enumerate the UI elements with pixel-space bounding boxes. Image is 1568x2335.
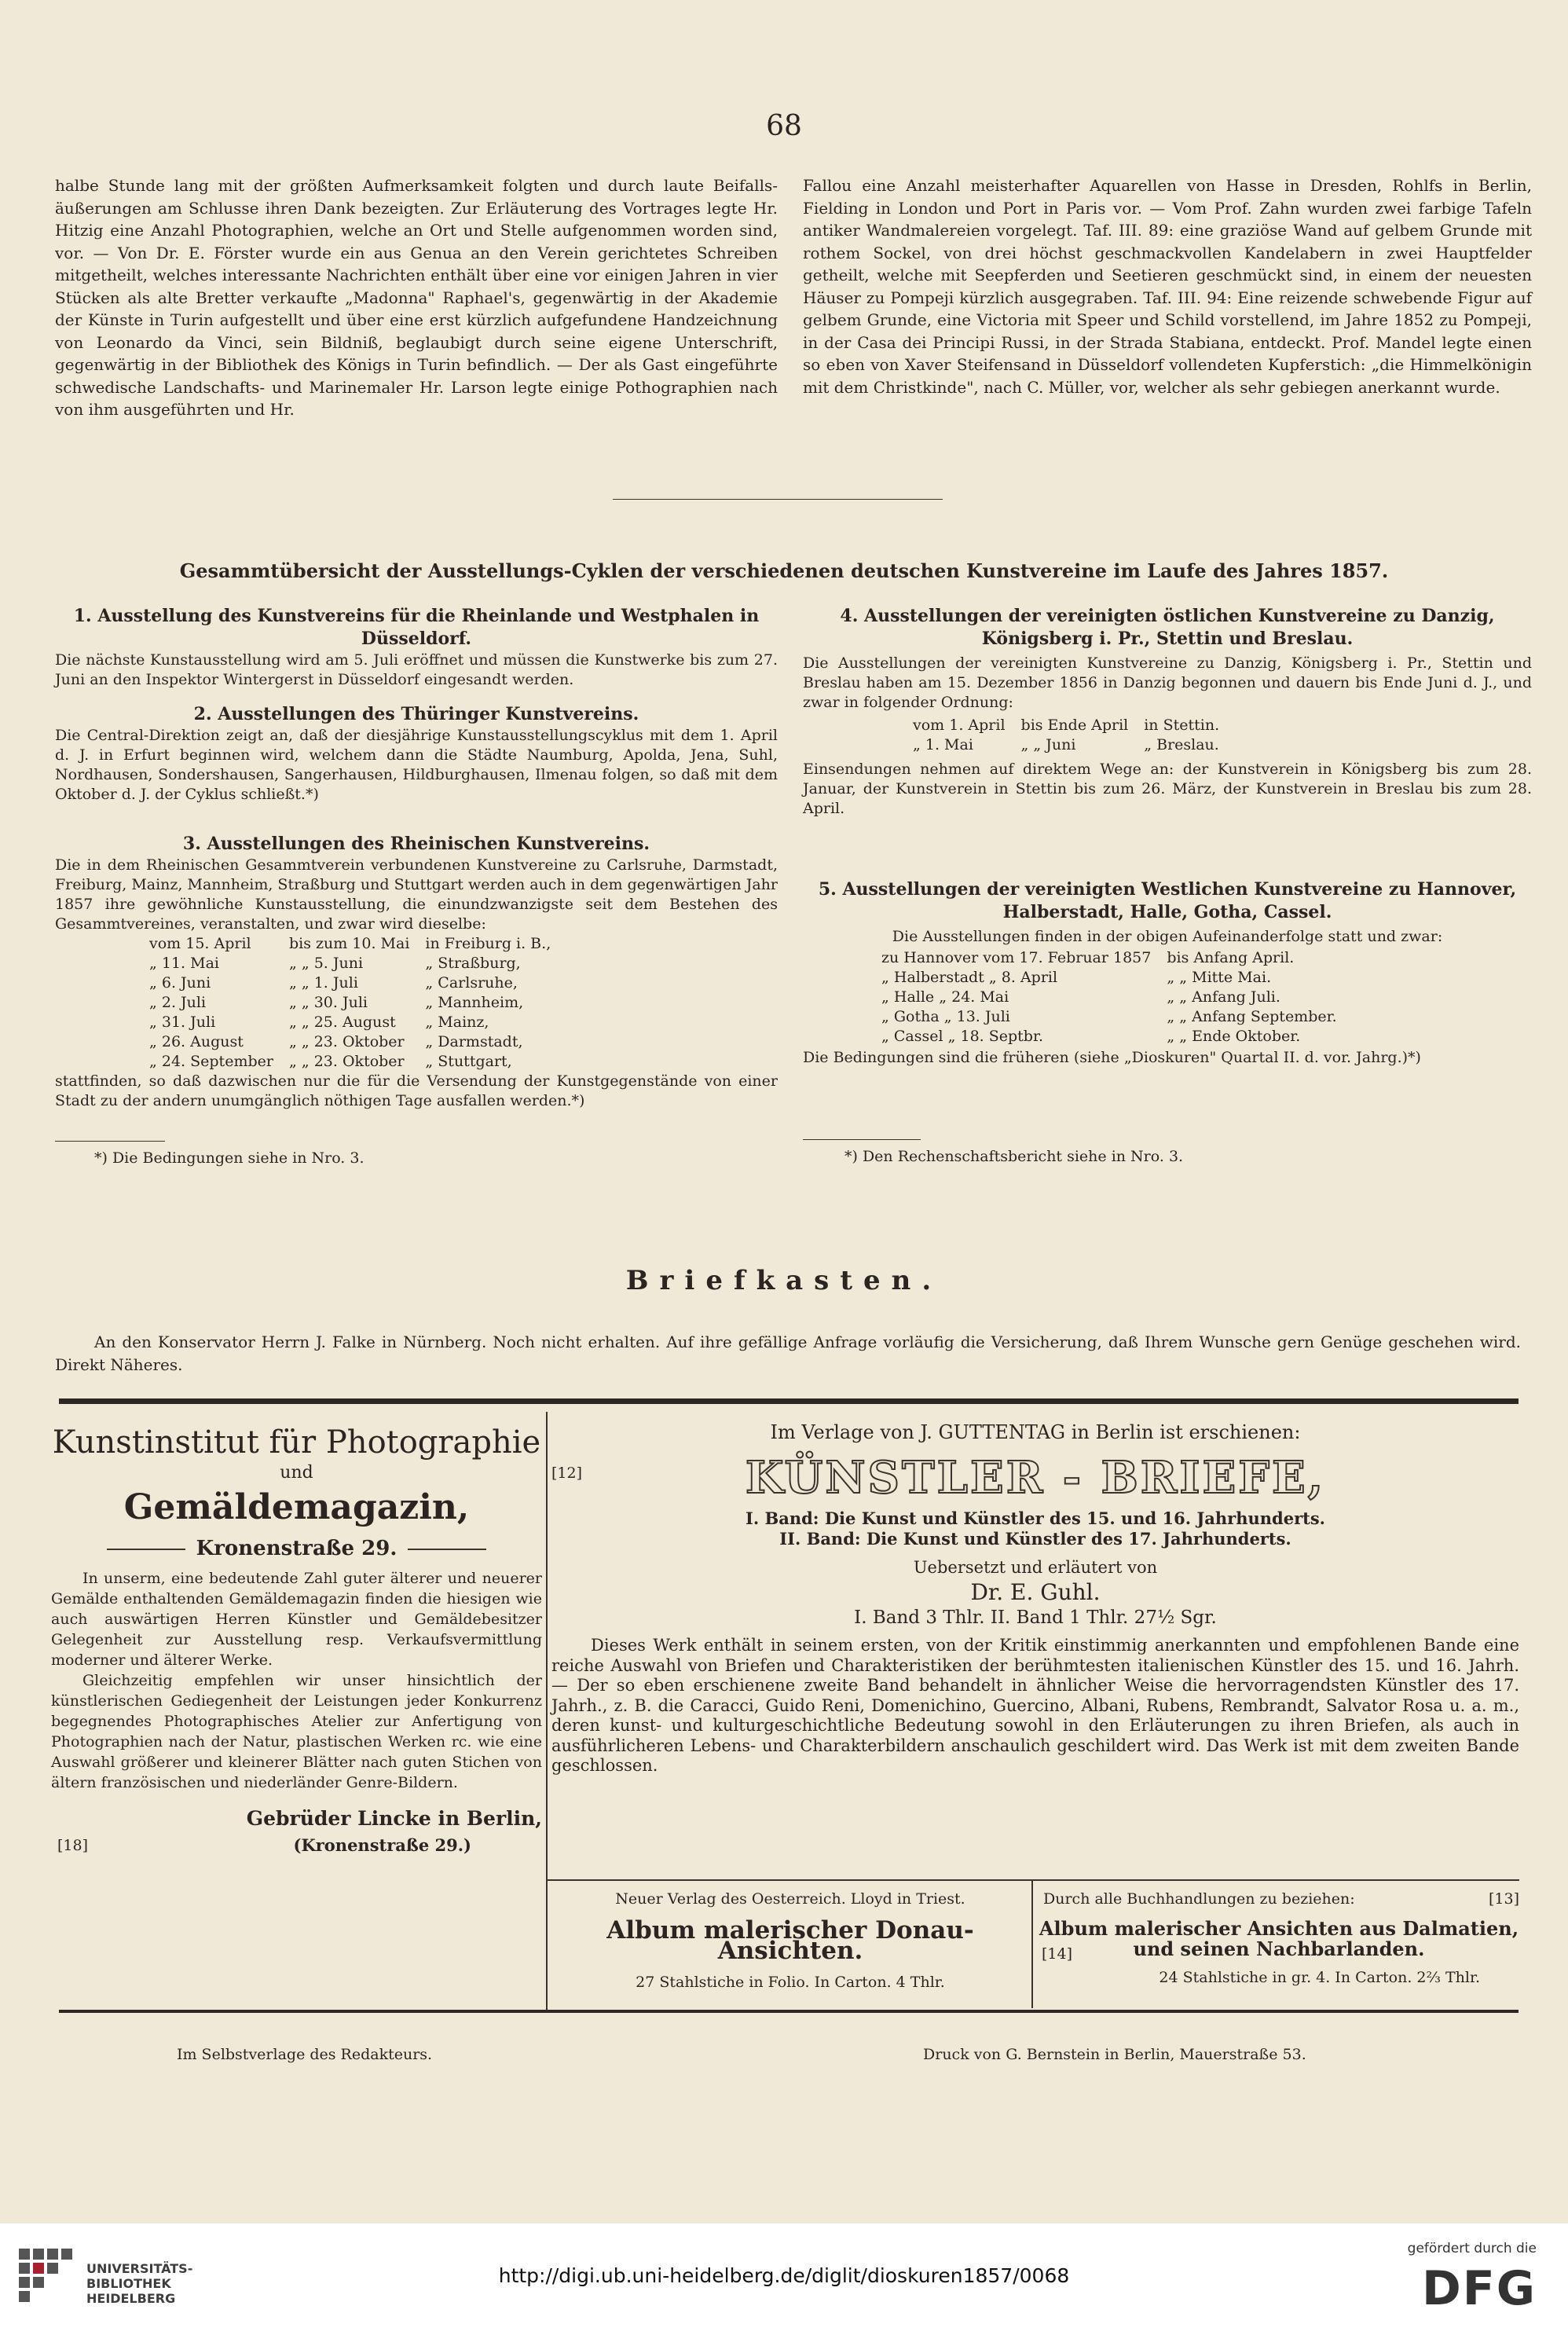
section-4-title: 4. Ausstellungen der vereinigten östlichen Kunstvereine zu Danzig, Königsberg i. Pr., Stettin und Breslau. — [840, 606, 1495, 649]
table-row: „ 1. Mai „ „ Juni „ Breslau. — [913, 736, 1219, 753]
ad-kb-price: I. Band 3 Thlr. II. Band 1 Thlr. 27½ Sgr. — [854, 1607, 1217, 1628]
section-1-body: Die nächste Kunstausstellung wird am 5. Juli eröffnet und müssen die Kunstwerke bis zum 27. Juni an den Inspektor Wintergerst in Düsseldorf eingesandt werden. — [55, 651, 778, 688]
ad-top-rule — [59, 1398, 1519, 1404]
table-row: „ Cassel „ 18. Septbr. „ „ Ende Oktober. — [881, 1028, 1301, 1045]
ad-kb-band2: II. Band: Die Kunst und Künstler des 17. Jahrhunderts. — [779, 1529, 1291, 1549]
ad-kb-translated: Uebersetzt und erläutert von — [913, 1558, 1158, 1577]
ad-photography-street-text: Kronenstraße 29. — [196, 1537, 397, 1560]
table-row: zu Hannover vom 17. Februar 1857 bis Anfang April. — [881, 949, 1295, 966]
table-row: „ 6. Juni „ „ 1. Juli „ Carlsruhe, — [149, 974, 518, 992]
ad-donau — [551, 1889, 1029, 1992]
section-3 — [55, 833, 778, 1111]
ad-photography-und: und — [280, 1463, 313, 1483]
section-3-note: *) Die Bedingungen siehe in Nro. 3. — [94, 1149, 365, 1167]
section-5-body: Die Ausstellungen finden in der obigen Aufeinanderfolge statt und zwar: — [892, 928, 1443, 945]
top-right-text: Fallou eine Anzahl meisterhafter Aquarellen von Hasse in Dresden, Rohlfs in Berlin, Fielding in London und Port in Paris vor. — Vom Prof. Zahn wurden zwei farbige Tafeln antiker Wandmalereien vorgelegt. Taf. III. 89: eine graziöse Wand auf gelbem Grunde mit rothem Sockel, von drei höchst geschmackvollen Kandelabern in zwei Hauptfelder getheilt, welche mit Seepferden und Seetieren geschmückt sind, in einem der neuesten Häuser zu Pompeji kürzlich ausgegraben. Taf. III. 94: Eine reizende schwebende Figur auf gelbem Grunde, eine Victoria mit Speer und Schild vorstellend, im Jahre 1852 zu Pompeji, in der Casa dei Principi Russi, in der Strada Stabiana, entdeckt. Prof. Mandel legte einen so eben von Xaver Steifensand in Düsseldorf vollendeten Kupferstich: „die Himmelkönigin mit dem Christkinde", nach C. Müller, vor, welcher als sehr gebiegen anerkannt wurde. — [803, 176, 1532, 397]
ad-dalm-subtitle: und seinen Nachbarlanden. — [1133, 1937, 1425, 1960]
permalink-url[interactable]: http://digi.ub.uni-heidelberg.de/diglit/dioskuren1857/0068 — [498, 2264, 1070, 2287]
footer-left: Im Selbstverlage des Redakteurs. — [177, 2046, 433, 2063]
ad-dalmatien — [1039, 1889, 1519, 1988]
ad-photography-sign: Gebrüder Lincke in Berlin, — [246, 1807, 542, 1830]
ad-kb-intro: Im Verlage von J. GUTTENTAG in Berlin ist erschienen: — [770, 1421, 1301, 1443]
briefkasten-title: Briefkasten. — [625, 1265, 943, 1296]
section-5 — [803, 878, 1532, 1068]
table-row: „ 26. August „ „ 23. Oktober „ Darmstadt, — [149, 1033, 523, 1050]
table-row: „ Halberstadt „ 8. April „ „ Mitte Mai. — [881, 969, 1272, 986]
ad-photography-num: [18] — [57, 1837, 89, 1854]
table-row: „ 24. September „ „ 23. Oktober „ Stuttgart, — [149, 1053, 512, 1070]
section-5-title: 5. Ausstellungen der vereinigten Westlichen Kunstvereine zu Hannover, Halberstadt, Halle, Gotha, Cassel. — [818, 879, 1517, 922]
section-5-after: Die Bedingungen sind die früheren (siehe „Dioskuren" Quartal II. d. vor. Jahrg.)*) — [803, 1049, 1421, 1066]
logo-line: HEIDELBERG — [86, 2291, 176, 2306]
ad-photography-street — [51, 1538, 542, 1559]
footnote-rule — [803, 1139, 921, 1140]
ad-inner-rule — [548, 1879, 1519, 1881]
table-row: vom 15. April bis zum 10. Mai in Freiburg i. B., — [149, 935, 551, 952]
table-row: vom 1. April bis Ende April in Stettin. — [913, 717, 1220, 734]
section-2-body: Die Central-Direktion zeigt an, daß der diesjährige Kunstausstellungscyklus mit dem 1. April d. J. in Erfurt beginnen wird, welchem dann die Städte Naumburg, Apolda, Jena, Suhl, Nordhausen, Sondershausen, Sangerhausen, Hildburghausen, Ilmenau folgen, so daß mit dem Oktober d. J. der Cyklus schließt.*) — [55, 727, 778, 803]
top-right-column — [803, 174, 1532, 398]
overview-title: Gesammtübersicht der Ausstellungs-Cyklen der verschiedenen deutschen Kunstvereine im Laufe des Jahres 1857. — [179, 559, 1389, 582]
ad-photography-address: (Kronenstraße 29.) — [293, 1835, 471, 1855]
ad-kb-author: Dr. E. Guhl. — [970, 1579, 1101, 1605]
funded-by-text: gefördert durch die — [1407, 2241, 1537, 2256]
ad-kb-title: KÜNSTLER - BRIEFE, — [745, 1452, 1326, 1504]
ad-photography-sign-row — [51, 1835, 542, 1862]
street-rule-left — [107, 1549, 185, 1550]
ad-dalm-head — [1039, 1889, 1519, 1909]
section-4 — [803, 605, 1532, 819]
ad-photography-title: Kunstinstitut für Photographie — [52, 1424, 541, 1461]
table-row: „ 11. Mai „ „ 5. Juni „ Straßburg, — [149, 955, 521, 972]
ad-dalm-num14: [14] — [1042, 1945, 1073, 1963]
dfg-logo: DFG — [1421, 2261, 1537, 2316]
ad-photography-subtitle: Gemäldemagazin, — [123, 1487, 470, 1527]
ad-inner-divider — [1031, 1881, 1033, 2008]
ad-divider — [546, 1412, 548, 2011]
logo-line: BIBLIOTHEK — [86, 2276, 171, 2291]
section-5-schedule — [874, 948, 1345, 1047]
ad-kb-description: Dieses Werk enthält in seinem ersten, von der Kritik einstimmig anerkannten und empfohlenen Bande eine reiche Auswahl von Briefen und Charakteristiken der berühmtesten italienischen Künstler des 15. und 16. Jahrh. — Der so eben erschienene zweite Band behandelt in ähnlicher Weise die hervorragendsten Künstler des 17. Jahrh., z. B. die Caracci, Guido Reni, Domenichino, Guercino, Albani, Rubens, Rembrandt, Salvator Rosa u. a. m., deren kunst- und kulturgeschichtliche Bedeutung sowohl in den Erläuterungen zu ihren Briefen, als auch in ausführlicheren Lebens- und Charakterbildern anschaulich geschildert wird. Das Werk ist mit dem zweiten Bande geschlossen. — [551, 1636, 1519, 1775]
ad-kb-num: [12] — [551, 1464, 583, 1482]
top-left-text: halbe Stunde lang mit der größten Aufmerksamkeit folgten und durch laute Beifalls-äußerungen am Schlusse ihren Dank bezeigten. Zur Erläuterung des Vortrages legte Hr. Hitzig eine Anzahl Photographien, welche an Ort und Stelle aufgenommen worden sind, vor. — Von Dr. E. Förster wurde ein aus Genua an den Verein gerichtetes Schreiben mitgetheilt, welches interessante Nachrichten enthält über eine vor einigen Jahren in vier Stücken als alte Bretter verkaufte „Madonna" Raphael's, gegenwärtig in der Akademie der Künste in Turin aufgestellt und über eine erst kürzlich aufgefundene Handzeichnung von Leonardo da Vinci, sein Bildniß, beglaubigt durch seine eigene Unterschrift, gegenwärtig in der Bibliothek des Königs in Turin befindlich. — Der als Gast eingeführte schwedische Landschafts- und Marinemaler Hr. Larson legte einige Pothographien nach von ihm ausgeführten und Hr. — [55, 176, 778, 419]
table-row: „ Gotha „ 13. Juli „ „ Anfang September. — [881, 1008, 1337, 1025]
ad-photography-p1: In unserm, eine bedeutende Zahl guter älterer und neuerer Gemälde enthaltenden Gemäldemagazin finden die hiesigen wie auch auswärtigen Herren Künstler und Gemäldebesitzer Gelegenheit zur Ausstellung resp. Verkaufsvermittlung moderner und älterer Werke. — [51, 1570, 542, 1669]
footnote-rule — [55, 1141, 165, 1142]
briefkasten-text: An den Konservator Herrn J. Falke in Nürnberg. Noch nicht erhalten. Auf ihre gefällige Anfrage vorläufig die Versicherung, daß Ihrem Wunsche gern Genüge geschehen wird. Direkt Näheres. — [55, 1332, 1521, 1374]
ad-donau-info: 27 Stahlstiche in Folio. In Carton. 4 Thlr. — [636, 1974, 945, 1991]
section-3-schedule — [141, 934, 559, 1072]
section-1-title: 1. Ausstellung des Kunstvereins für die Rheinlande und Westphalen in Düsseldorf. — [73, 606, 760, 649]
section-3-body: Die in dem Rheinischen Gesammtverein verbundenen Kunstvereine zu Carlsruhe, Darmstadt, Freiburg, Mainz, Mannheim, Straßburg und Stuttgart werden auch in dem gegenwärtigen Jahr 1857 ihre gewöhnliche Kunstausstellung, die einundzwanzigste seit dem Bestehen des Gesammtvereines, veranstalten, und zwar wird dieselbe: — [55, 856, 778, 933]
section-3-after: stattfinden, so daß dazwischen nur die für die Versendung der Kunstgegenstände von einer Stadt zu der andern unumgänglich nöthigen Tage ausfallen werden.*) — [55, 1072, 778, 1109]
ad-donau-publisher: Neuer Verlag des Oesterreich. Lloyd in Triest. — [615, 1890, 965, 1908]
ad-kb-band1: I. Band: Die Kunst und Künstler des 15. und 16. Jahrhunderts. — [746, 1508, 1325, 1528]
ad-dalm-num13: [13] — [1488, 1890, 1519, 1908]
logo-line: UNIVERSITÄTS- — [86, 2261, 193, 2276]
top-left-column — [55, 174, 778, 421]
section-5-note: *) Den Rechenschaftsbericht siehe in Nro. 3. — [844, 1148, 1184, 1165]
ad-dalm-info: 24 Stahlstiche in gr. 4. In Carton. 2⅔ Thlr. — [1159, 1969, 1480, 1986]
section-2-title: 2. Ausstellungen des Thüringer Kunstvereins. — [193, 704, 639, 724]
section-1 — [55, 605, 778, 690]
digitization-bar — [0, 2223, 1568, 2335]
ad-kuenstler-briefe — [551, 1422, 1519, 1776]
table-row: „ Halle „ 24. Mai „ „ Anfang Juli. — [881, 988, 1280, 1006]
ad-photography-p2: Gleichzeitig empfehlen wir unser hinsichtlich der künstlerischen Gediegenheit der Leistungen jeder Konkurrenz begegnendes Photographisches Atelier zur Anfertigung von Photographien nach der Natur, plastischen Werken rc. wie eine Auswahl größerer und kleinerer Blätter nach guten Stichen von ältern französischen und niederländer Genre-Bildern. — [51, 1672, 542, 1791]
ad-donau-title: Album malerischer Donau-Ansichten. — [606, 1916, 974, 1965]
footer-right: Druck von G. Bernstein in Berlin, Mauerstraße 53. — [923, 2046, 1306, 2063]
section-4-body: Die Ausstellungen der vereinigten Kunstvereine zu Danzig, Königsberg i. Pr., Stettin und Breslau haben am 15. Dezember 1856 in Danzig begonnen und dauern bis Ende Juni d. J., und zwar in folgender Ordnung: — [803, 654, 1532, 711]
ad-dalm-row2 — [1039, 1939, 1519, 1963]
section-3-title: 3. Ausstellungen des Rheinischen Kunstvereins. — [182, 834, 650, 854]
separator — [613, 499, 943, 500]
ad-dalm-publisher: Durch alle Buchhandlungen zu beziehen: — [1043, 1890, 1355, 1908]
ad-photography — [51, 1422, 542, 1862]
page-number: 68 — [766, 110, 802, 142]
ad-bottom-rule — [59, 2010, 1519, 2013]
table-row: „ 31. Juli „ „ 25. August „ Mainz, — [149, 1014, 489, 1031]
section-4-after: Einsendungen nehmen auf direktem Wege an: der Kunstverein in Königsberg bis zum 28. Januar, der Kunstverein in Stettin bis zum 26. März, der Kunstverein in Breslau bis zum 28. April. — [803, 761, 1532, 817]
table-row: „ 2. Juli „ „ 30. Juli „ Mannheim, — [149, 994, 524, 1011]
section-2 — [55, 703, 778, 805]
section-4-schedule — [905, 716, 1227, 755]
street-rule-right — [408, 1549, 486, 1550]
ad-dalm-title: Album malerischer Ansichten aus Dalmatien, — [1039, 1917, 1519, 1940]
